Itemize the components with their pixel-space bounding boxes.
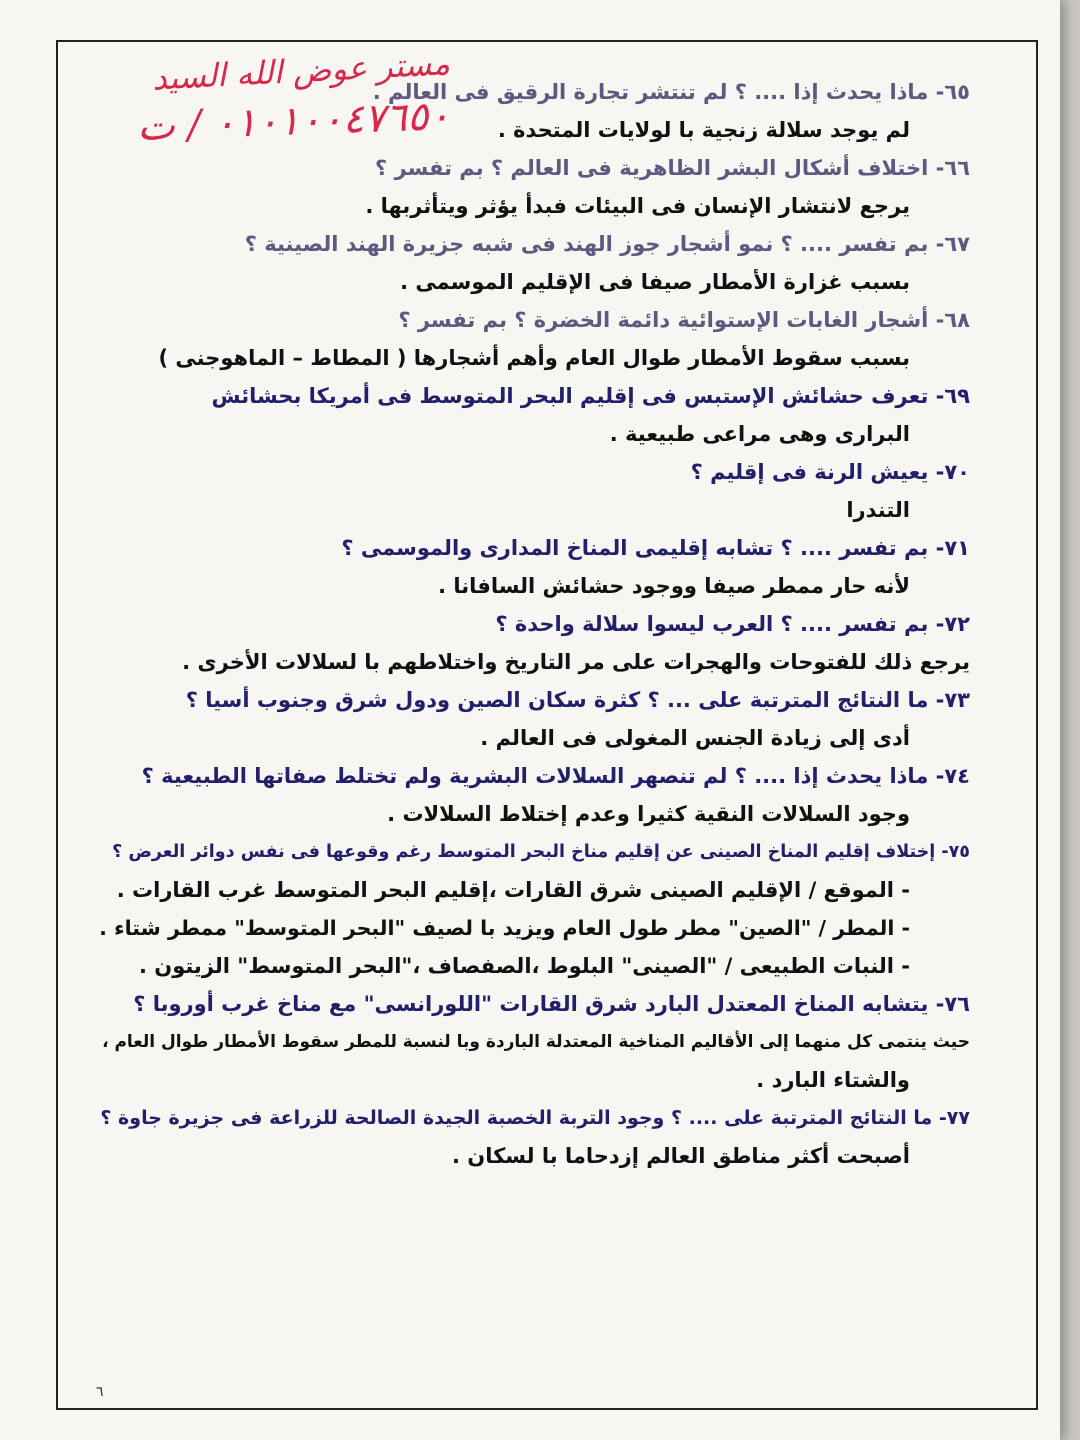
question-line: ٧٤- ماذا يحدث إذا .... ؟ لم تنصهر السلالات البشرية ولم تختلط صفاتها الطبيعية ؟ [141,764,970,788]
question-line: ٦٧- بم تفسر .... ؟ نمو أشجار جوز الهند فى شبه جزيرة الهند الصينية ؟ [244,232,970,256]
question-line: ٦٨- أشجار الغابات الإستوائية دائمة الخضرة ؟ بم تفسر ؟ [398,308,970,332]
question-line: ٧٥- إختلاف إقليم المناخ الصينى عن إقليم مناخ البحر المتوسط رغم وقوعها فى نفس دوائر العرض ؟ [112,842,970,862]
answer-line: البرارى وهى مراعى طبيعية . [609,422,910,446]
answer-line: - النبات الطبيعى / "الصينى" البلوط ،الصفصاف ،"البحر المتوسط" الزيتون . [138,954,910,978]
teacher-phone: ٠١٠١٠٠٤٧٦٥٠ / ت [136,93,451,150]
answer-line: وجود السلالات النقية كثيرا وعدم إختلاط السلالات . [387,802,910,826]
answer-line: حيث ينتمى كل منهما إلى الأقاليم المناخية المعتدلة الباردة وبا لنسبة للمطر سقوط الأمطار طوال العام ، [102,1032,970,1052]
question-line: ٧٦- يتشابه المناخ المعتدل البارد شرق القارات "اللورانسى" مع مناخ غرب أوروبا ؟ [133,992,970,1016]
question-line: ٧٣- ما النتائج المترتبة على ... ؟ كثرة سكان الصين ودول شرق وجنوب أسيا ؟ [185,688,970,712]
answer-line: أدى إلى زيادة الجنس المغولى فى العالم . [480,726,910,750]
question-line: ٧٧- ما النتائج المترتبة على .... ؟ وجود التربة الخصبة الجيدة الصالحة للزراعة فى جزيرة جاوة ؟ [100,1107,970,1129]
question-line: ٧١- بم تفسر .... ؟ تشابه إقليمى المناخ المدارى والموسمى ؟ [341,536,970,560]
question-line: ٦٩- تعرف حشائش الإستبس فى إقليم البحر المتوسط فى أمريكا بحشائش [211,384,970,408]
answer-line: يرجع لانتشار الإنسان فى البيئات فبدأ يؤثر ويتأثربها . [365,194,910,218]
page-number: ٦ [96,1384,104,1400]
answer-line: يرجع ذلك للفتوحات والهجرات على مر التاريخ واختلاطهم با لسلالات الأخرى . [182,650,970,674]
answer-line: بسبب سقوط الأمطار طوال العام وأهم أشجارها ( المطاط – الماهوجنى ) [158,346,910,370]
question-line: ٦٥- ماذا يحدث إذا .... ؟ لم تنتشر تجارة الرقيق فى العالم . [372,80,970,104]
answer-line: - الموقع / الإقليم الصينى شرق القارات ،إقليم البحر المتوسط غرب القارات . [116,878,910,902]
answer-line: لأنه حار ممطر صيفا ووجود حشائش السافانا . [438,574,910,598]
answer-line: - المطر / "الصين" مطر طول العام ويزيد با لصيف "البحر المتوسط" ممطر شتاء . [99,916,910,940]
teacher-name: مستر عوض الله السيد [151,44,451,98]
answer-line: لم يوجد سلالة زنجية با لولايات المتحدة . [497,118,910,142]
answer-line: والشتاء البارد . [756,1068,910,1092]
question-line: ٧٠- يعيش الرنة فى إقليم ؟ [690,460,970,484]
questions-and-answers [90,78,970,1180]
answer-line: أصبحت أكثر مناطق العالم إزدحاما با لسكان . [452,1144,910,1168]
question-line: ٧٢- بم تفسر .... ؟ العرب ليسوا سلالة واحدة ؟ [495,612,970,636]
answer-line: بسبب غزارة الأمطار صيفا فى الإقليم الموسمى . [400,270,910,294]
question-line: ٦٦- اختلاف أشكال البشر الظاهرية فى العالم ؟ بم تفسر ؟ [375,156,970,180]
answer-line: التندرا [846,498,910,522]
